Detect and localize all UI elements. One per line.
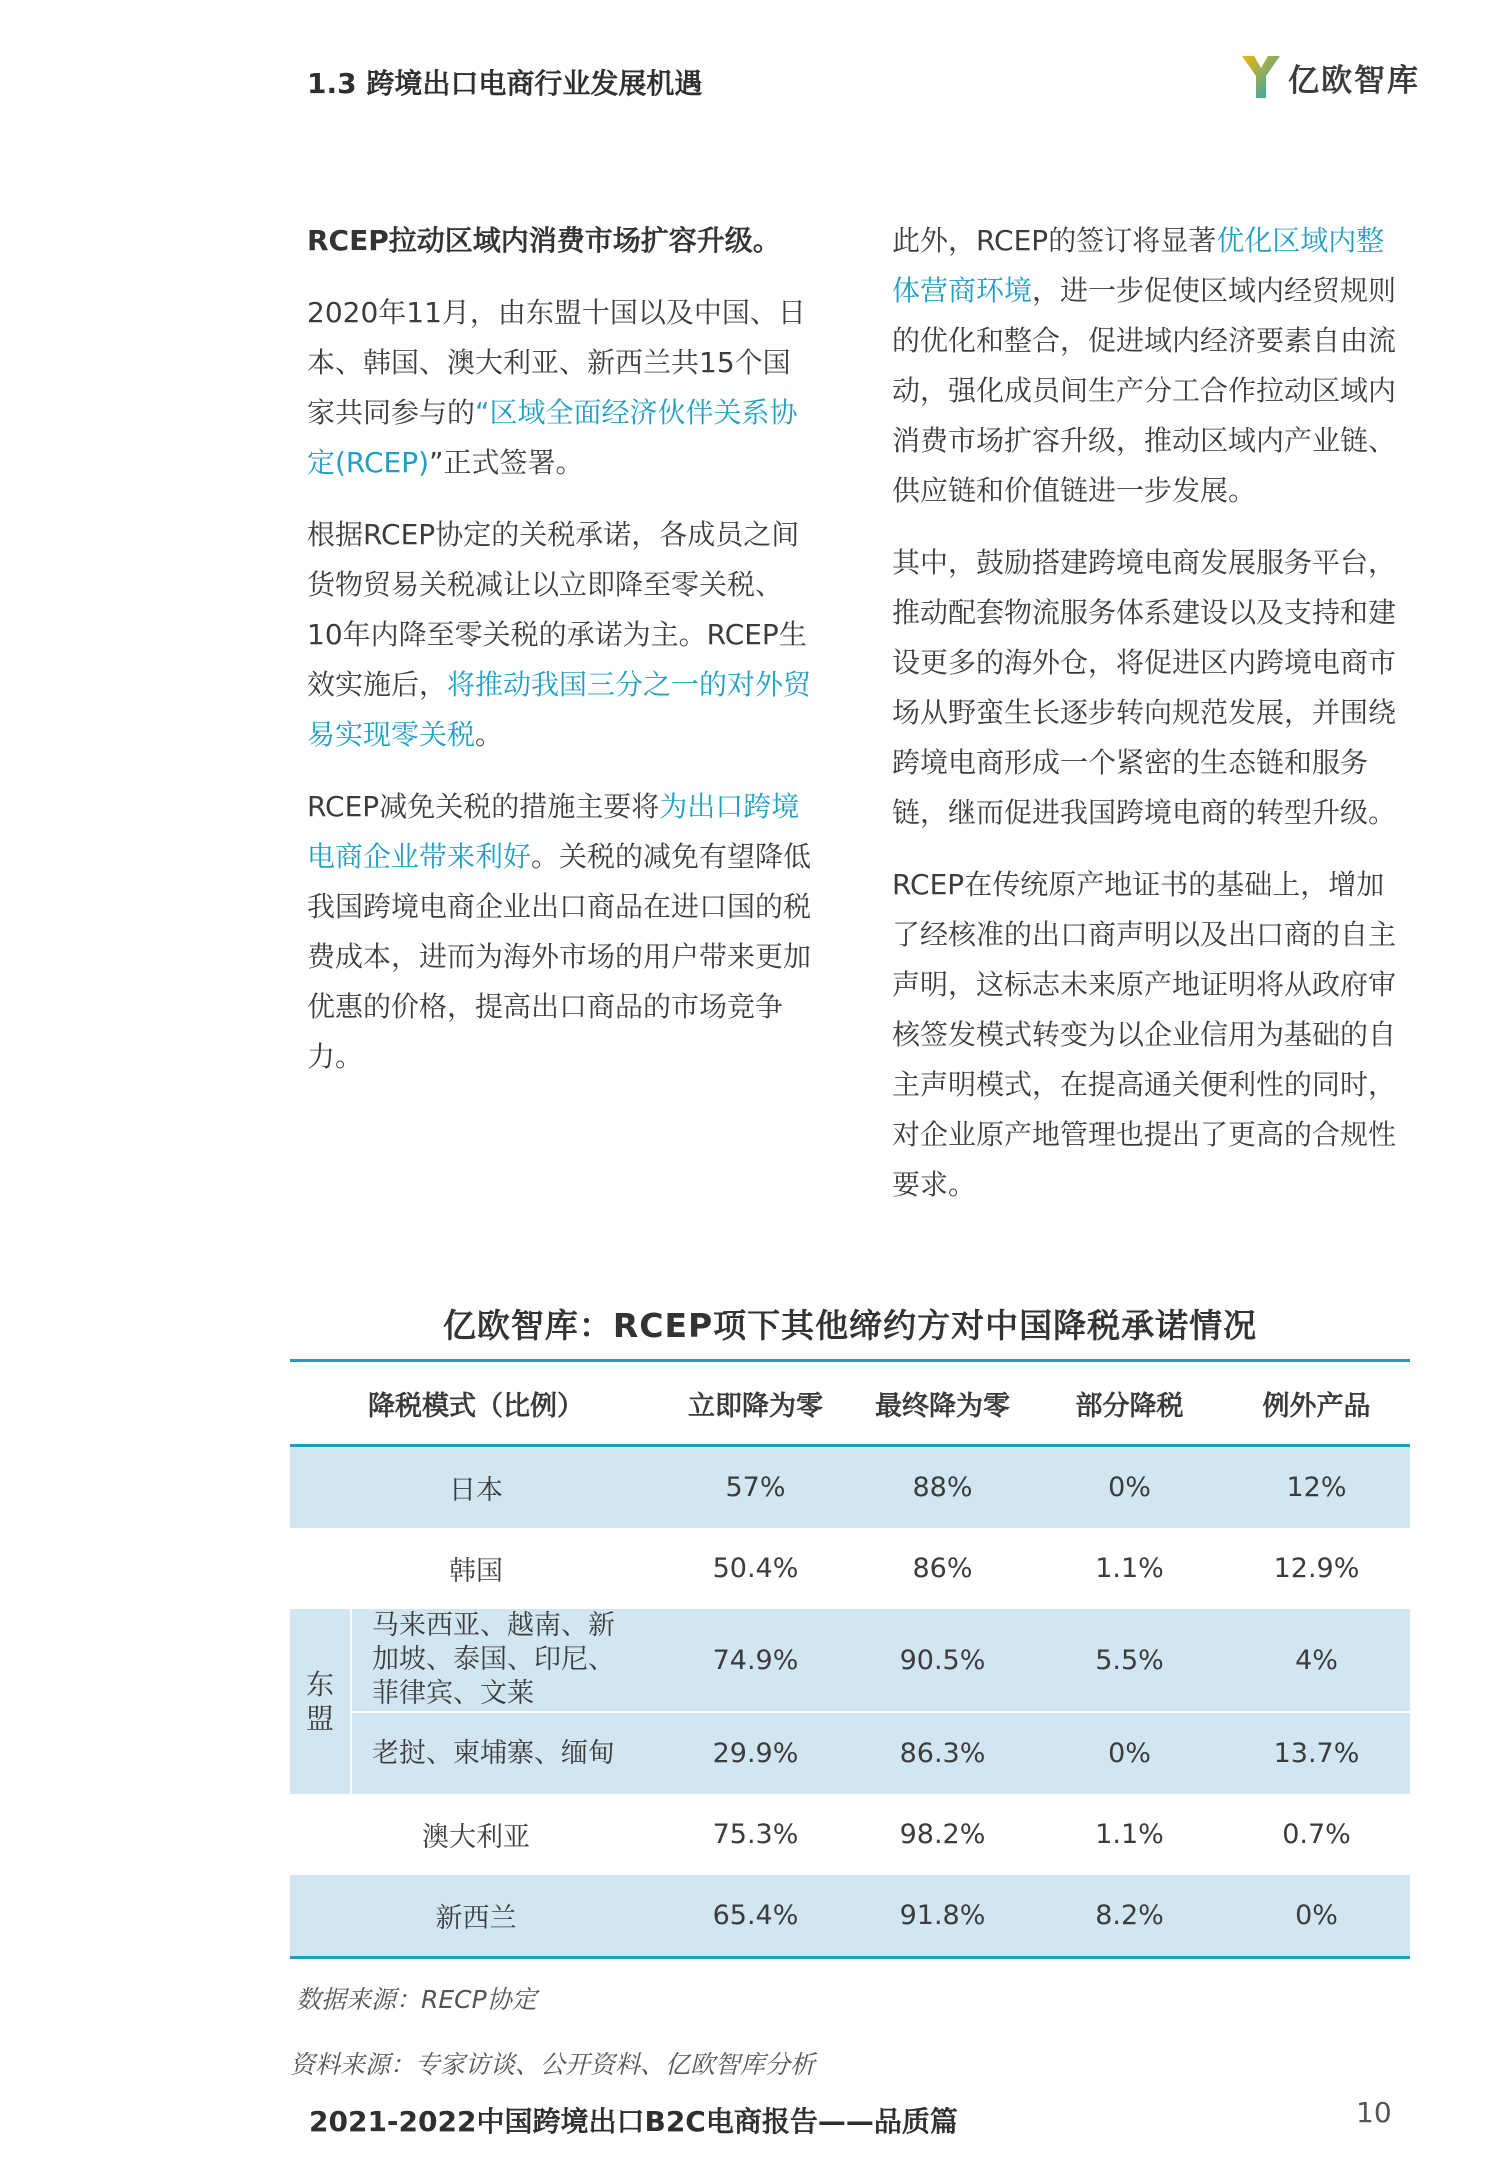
- value-cell: 86%: [912, 1553, 973, 1584]
- header-final-zero: 最终降为零: [849, 1361, 1036, 1446]
- info-source-note: 资料来源：专家访谈、公开资料、亿欧智库分析: [290, 2050, 816, 2079]
- country-cell: 日本: [290, 1446, 662, 1529]
- logo-text: 亿欧智库: [1288, 62, 1420, 99]
- value-cell: 12%: [1223, 1446, 1410, 1529]
- paragraph: 其中，鼓励搭建跨境电商发展服务平台，推动配套物流服务体系建设以及支持和建设更多的海外仓，将促进区内跨境电商市场从野蛮生长逐步转向规范发展，并围绕跨境电商形成一个紧密的生态链和服务链，继而促进我国跨境电商的转型升级。: [892, 546, 1397, 829]
- table-header-row: [290, 1361, 1410, 1446]
- header-partial: 部分降税: [1036, 1361, 1223, 1446]
- table-title: 亿欧智库：RCEP项下其他缔约方对中国降税承诺情况: [442, 1306, 1258, 1345]
- value-cell: 5.5%: [1036, 1609, 1223, 1712]
- table-row: [290, 1609, 1410, 1712]
- value-cell: 86.3%: [849, 1712, 1036, 1794]
- paragraph: RCEP在传统原产地证书的基础上，增加了经核准的出口商声明以及出口商的自主声明，这标志未来原产地证明将从政府审核签发模式转变为以企业信用为基础的自主声明模式，在提高通关便利性的同时，对企业原产地管理也提出了更高的合规性要求。: [892, 868, 1397, 1201]
- table-row: [290, 1528, 1410, 1609]
- table-row: [290, 1794, 1410, 1875]
- paragraph: RCEP减免关税的措施主要将为出口跨境电商企业带来利好。关税的减免有望降低我国跨境电商企业出口商品在进口国的税费成本，进而为海外市场的用户带来更加优惠的价格，提高出口商品的市场竞争力。: [307, 790, 812, 1073]
- yiou-logo: [1240, 52, 1420, 102]
- country-cell: 韩国: [449, 1556, 503, 1587]
- country-cell: 澳大利亚: [422, 1822, 530, 1853]
- data-source-note: 数据来源：RECP协定: [296, 1985, 537, 2014]
- header-exception: 例外产品: [1223, 1361, 1410, 1446]
- value-cell: 29.9%: [662, 1712, 849, 1794]
- paragraph: 根据RCEP协定的关税承诺，各成员之间货物贸易关税减让以立即降至零关税、10年内降至零关税的承诺为主。RCEP生效实施后，将推动我国三分之一的对外贸易实现零关税。: [307, 518, 812, 751]
- report-title: 2021-2022中国跨境出口B2C电商报告——品质篇: [309, 2105, 958, 2138]
- value-cell: 50.4%: [712, 1553, 799, 1584]
- highlight-text: 为出口跨境电商企业带来利好: [307, 790, 800, 873]
- value-cell: 4%: [1223, 1609, 1410, 1712]
- country-cell: 老挝、柬埔寨、缅甸: [351, 1712, 662, 1794]
- value-cell: 0%: [1036, 1446, 1223, 1529]
- asean-group-cell: [290, 1609, 351, 1794]
- value-cell: 12.9%: [1273, 1553, 1360, 1584]
- value-cell: 57%: [662, 1446, 849, 1529]
- tariff-table: [290, 1359, 1410, 1959]
- page-number: 10: [1356, 2096, 1392, 2129]
- value-cell: 0%: [1223, 1875, 1410, 1958]
- value-cell: 75.3%: [712, 1819, 799, 1850]
- highlight-text: 将推动我国三分之一的对外贸易实现零关税: [307, 668, 812, 751]
- header-immediate-zero: 立即降为零: [662, 1361, 849, 1446]
- country-cell: 新西兰: [290, 1875, 662, 1958]
- table-row: [290, 1446, 1410, 1529]
- value-cell: 8.2%: [1036, 1875, 1223, 1958]
- header-mode: 降税模式（比例）: [290, 1361, 662, 1446]
- value-cell: 90.5%: [849, 1609, 1036, 1712]
- paragraph: 2020年11月，由东盟十国以及中国、日本、韩国、澳大利亚、新西兰共15个国家共同参与的“区域全面经济伙伴关系协定(RCEP)”正式签署。: [307, 296, 806, 479]
- value-cell: 98.2%: [899, 1819, 986, 1850]
- yiou-logo-icon: [1240, 52, 1282, 102]
- value-cell: 88%: [849, 1446, 1036, 1529]
- highlight-text: 优化区域内整体营商环境: [892, 224, 1385, 307]
- table-row: [290, 1875, 1410, 1958]
- left-column: [307, 216, 812, 1104]
- value-cell: 13.7%: [1223, 1712, 1410, 1794]
- value-cell: 74.9%: [662, 1609, 849, 1712]
- value-cell: 1.1%: [1095, 1819, 1164, 1850]
- table-row: [290, 1712, 1410, 1794]
- right-column: [892, 216, 1397, 1232]
- country-cell: 马来西亚、越南、新 加坡、泰国、印尼、 菲律宾、文莱: [351, 1609, 662, 1712]
- value-cell: 1.1%: [1095, 1553, 1164, 1584]
- value-cell: 0%: [1036, 1712, 1223, 1794]
- section-title: 1.3 跨境出口电商行业发展机遇: [307, 67, 703, 100]
- paragraph: 此外，RCEP的签订将显著优化区域内整体营商环境，进一步促使区域内经贸规则的优化和整合，促进域内经济要素自由流动，强化成员间生产分工合作拉动区域内消费市场扩容升级，推动区域内产业链、供应链和价值链进一步发展。: [892, 224, 1397, 507]
- value-cell: 0.7%: [1282, 1819, 1351, 1850]
- value-cell: 65.4%: [662, 1875, 849, 1958]
- highlight-text: “区域全面经济伙伴关系协定(RCEP): [307, 396, 798, 479]
- lead-heading: RCEP拉动区域内消费市场扩容升级。: [307, 224, 781, 257]
- asean-group-label: 东盟: [306, 1667, 335, 1735]
- value-cell: 91.8%: [849, 1875, 1036, 1958]
